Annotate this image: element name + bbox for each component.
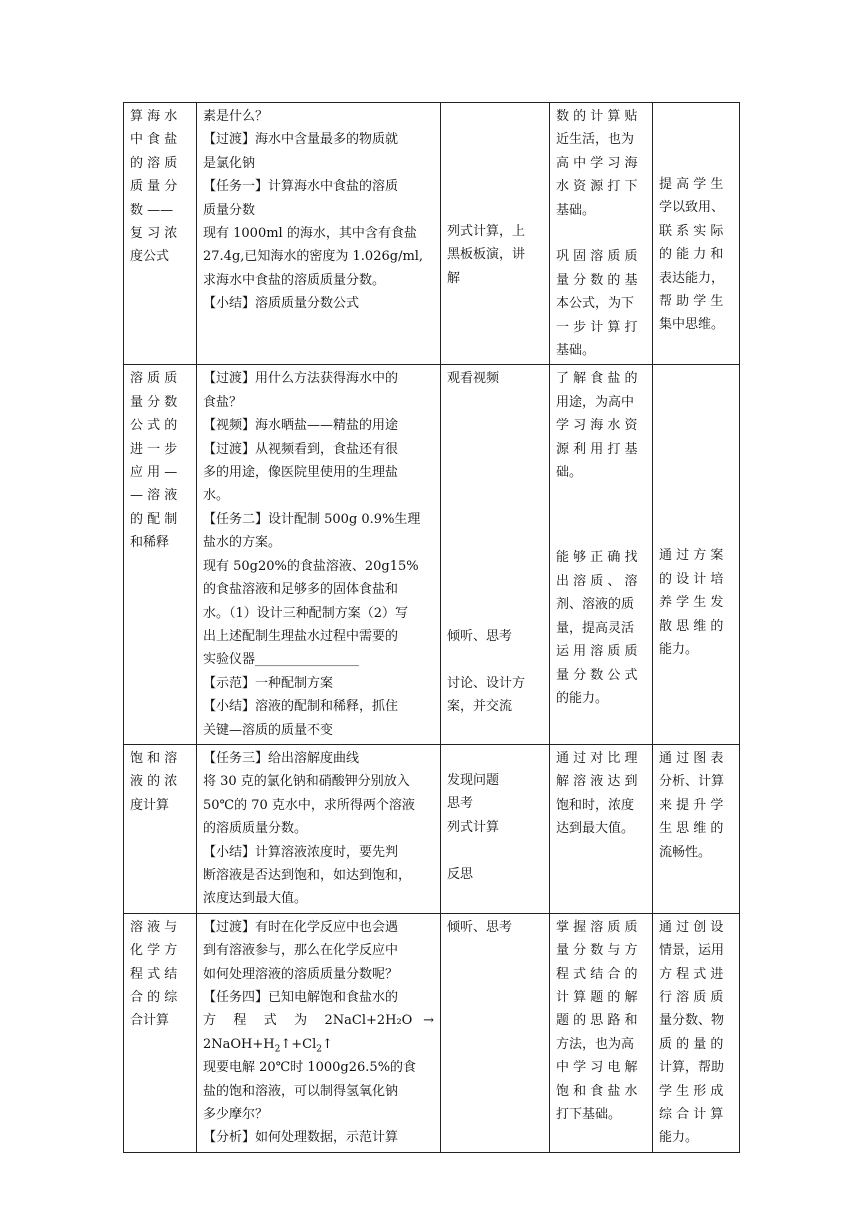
content-line: 关键—溶质的质量不变: [203, 722, 334, 738]
content-line: 【小结】溶质质量分数公式: [203, 296, 360, 312]
content-line: 浓度达到最大值。: [203, 891, 308, 907]
intent-cell: [550, 365, 653, 745]
content-line: 的食盐溶液和足够多的固体食盐和: [203, 582, 399, 598]
content-line: 出上述配制生理盐水过程中需要的: [203, 628, 399, 644]
spacer: [447, 391, 543, 625]
activity-line: 黑板板演，讲: [447, 247, 526, 263]
intent-line: 用途，为高中: [556, 394, 635, 410]
goal-line: 行 溶 质 质: [659, 990, 724, 1006]
content-line: 素是什么？: [203, 109, 269, 124]
goal-line: 分析、计算: [659, 774, 725, 790]
content-cell: [197, 365, 441, 745]
intent-line: 近生活，也为: [556, 132, 635, 148]
goal-cell: [653, 103, 740, 365]
spacer: [447, 648, 543, 671]
activity-line: 反思: [447, 866, 474, 882]
topic-line: 液 的 浓: [130, 774, 178, 790]
goal-cell: [653, 913, 740, 1152]
intent-cell: [550, 103, 653, 365]
intent-line: 量，提高灵活: [556, 620, 635, 636]
content-line: 质量分数: [203, 202, 256, 218]
topic-cell: [124, 744, 197, 913]
equation-line: [203, 1033, 434, 1056]
intent-line: 中 学 习 电 解: [556, 1060, 638, 1076]
table-row: [124, 103, 740, 365]
intent-line: 高 中 学 习 海: [556, 155, 638, 171]
topic-line: 饱 和 溶: [130, 750, 178, 766]
content-line: 【小结】计算溶液浓度时，要先判: [203, 844, 399, 860]
topic-line: 度公式: [130, 249, 170, 265]
intent-line: 通 过 对 比 理: [556, 750, 638, 766]
content-line: 【小结】溶液的配制和稀释，抓住: [203, 699, 399, 715]
content-line: 求海水中食盐的溶质质量分数。: [203, 272, 386, 288]
topic-line: 溶 液 与: [130, 919, 178, 935]
goal-line: 生 思 维 的: [659, 821, 724, 837]
activity-line: 思考: [447, 796, 474, 812]
activity-line: 倾听、思考: [447, 628, 513, 644]
intent-line: 巩 固 溶 质 质: [556, 249, 638, 265]
intent-line: 了 解 食 盐 的: [556, 371, 638, 387]
goal-line: 综 合 计 算: [659, 1107, 724, 1123]
content-line: 【过渡】用什么方法获得海水中的: [203, 371, 399, 387]
topic-line: 复 习 浓: [130, 226, 178, 242]
content-line: 断溶液是否达到饱和，如达到饱和，: [203, 867, 412, 883]
intent-line: 数 的 计 算 贴: [556, 109, 638, 124]
topic-line: — 溶 液: [130, 488, 178, 504]
content-line: 【任务二】设计配制 500g 0.9%生理: [203, 511, 421, 527]
topic-line: 应 用 —: [130, 465, 178, 481]
spacer: [447, 839, 543, 862]
topic-cell: [124, 365, 197, 745]
goal-line: 集中思维。: [659, 317, 725, 333]
goal-cell: [653, 365, 740, 745]
intent-line: 的能力。: [556, 690, 609, 706]
intent-line: 饱 和 食 盐 水: [556, 1083, 638, 1099]
content-cell: [197, 744, 441, 913]
goal-line: 量分数、物: [659, 1013, 725, 1029]
content-line: 到有溶液参与，那么在化学反应中: [203, 943, 399, 959]
intent-line: 基础。: [556, 343, 596, 359]
content-line: 如何处理溶液的溶质质量分数呢？: [203, 966, 399, 982]
goal-line: 养 学 生 发: [659, 595, 724, 611]
topic-line: 合计算: [130, 1013, 170, 1029]
content-line: 现要电解 20℃时 1000g26.5%的食: [203, 1060, 417, 1076]
topic-line: 公 式 的: [130, 418, 178, 434]
table-row: [124, 913, 740, 1152]
content-line: 【任务一】计算海水中食盐的溶质: [203, 179, 399, 195]
topic-cell: [124, 103, 197, 365]
content-line: 水。: [203, 488, 230, 504]
topic-line: 的 配 制: [130, 511, 178, 527]
content-line: 多的用途，像医院里使用的生理盐: [203, 465, 399, 481]
table-row: [124, 744, 740, 913]
intent-line: 一 步 计 算 打: [556, 319, 638, 335]
content-line: 【分析】如何处理数据，示范计算: [203, 1130, 399, 1146]
content-line: 【过渡】海水中含量最多的物质就: [203, 132, 399, 148]
topic-cell: [124, 913, 197, 1152]
intent-line: 饱和时，浓度: [556, 797, 635, 813]
topic-line: 合 的 综: [130, 990, 178, 1006]
content-line: 是氯化钠: [203, 155, 256, 171]
intent-cell: [550, 913, 653, 1152]
content-line: 50℃的 70 克水中，求所得两个溶液: [203, 797, 415, 813]
intent-line: 量 分 数 与 方: [556, 943, 638, 959]
goal-line: 的 能 力 和: [659, 247, 724, 263]
content-line: 水。（1）设计三种配制方案（2）写: [203, 605, 409, 621]
activity-cell: [441, 103, 550, 365]
activity-line: 倾听、思考: [447, 919, 513, 935]
topic-line: 和稀释: [130, 535, 170, 551]
intent-line: 题 的 思 路 和: [556, 1013, 638, 1029]
equation-sub: 2: [274, 1044, 281, 1055]
intent-line: 本公式，为下: [556, 296, 635, 312]
content-line: 多少摩尔？: [203, 1107, 269, 1123]
goal-line: 能力。: [659, 642, 699, 658]
equation-part: ↑+Cl: [280, 1036, 317, 1052]
activity-line: 讨论、设计方: [447, 675, 526, 691]
goal-line: 通 过 方 案: [659, 548, 724, 564]
intent-line: 计 算 题 的 解: [556, 990, 638, 1006]
intent-cell: [550, 744, 653, 913]
intent-line: 解 溶 液 达 到: [556, 774, 638, 790]
activity-cell: [441, 744, 550, 913]
goal-line: 学 生 形 成: [659, 1083, 724, 1099]
goal-line: 学以致用、: [659, 200, 725, 216]
topic-line: 的 溶 质: [130, 155, 178, 171]
intent-line: 剂、溶液的质: [556, 597, 635, 613]
activity-line: 案，并交流: [447, 699, 513, 715]
content-line: 方 程 式 为 2NaCl+2H₂O →: [203, 1013, 434, 1029]
goal-cell: [653, 744, 740, 913]
goal-line: 方 程 式 进: [659, 966, 724, 982]
goal-line: 通 过 创 设: [659, 919, 724, 935]
intent-line: 础。: [556, 465, 583, 481]
goal-line: 提 高 学 生: [659, 177, 724, 192]
equation-sub: 2: [316, 1044, 322, 1055]
spacer: [556, 222, 646, 245]
goal-line: 质 的 量 的: [659, 1036, 724, 1052]
activity-line: 发现问题: [447, 772, 500, 788]
topic-line: 度计算: [130, 797, 170, 813]
spacer: [556, 484, 646, 546]
content-line: 【任务四】已知电解饱和食盐水的: [203, 990, 399, 1006]
activity-line: 观看视频: [447, 371, 500, 387]
goal-line: 能力。: [659, 1130, 699, 1146]
intent-line: 掌 握 溶 质 质: [556, 919, 638, 935]
intent-line: 基础。: [556, 202, 596, 218]
content-line: 盐水的方案。: [203, 535, 282, 551]
topic-line: 化 学 方: [130, 943, 178, 959]
topic-line: 算 海 水: [130, 109, 178, 124]
goal-line: 通 过 图 表: [659, 750, 724, 766]
intent-line: 方法，也为高: [556, 1036, 635, 1052]
topic-line: 进 一 步: [130, 441, 178, 457]
activity-cell: [441, 365, 550, 745]
content-line: 【过渡】有时在化学反应中也会遇: [203, 919, 399, 935]
content-line: 食盐？: [203, 394, 243, 410]
content-line: 盐的饱和溶液，可以制得氢氧化钠: [203, 1083, 399, 1099]
content-line: 将 30 克的氯化钠和硝酸钾分别放入: [203, 774, 410, 790]
goal-line: 表达能力，: [659, 270, 725, 286]
goal-line: 联 系 实 际: [659, 223, 724, 239]
topic-line: 溶 质 质: [130, 371, 178, 387]
content-line: 现有 50g20%的食盐溶液、20g15%: [203, 558, 419, 574]
content-cell: [197, 103, 441, 365]
topic-line: 中 食 盐: [130, 132, 178, 148]
lesson-plan-table: [123, 102, 740, 1153]
activity-line: 列式计算，上: [447, 224, 526, 239]
intent-line: 源 利 用 打 基: [556, 441, 638, 457]
content-line: 实验仪器________________: [203, 652, 360, 668]
intent-line: 程 式 结 合 的: [556, 966, 638, 982]
activity-line: 解: [447, 270, 461, 286]
intent-line: 量 分 数 公 式: [556, 667, 638, 683]
goal-line: 的 设 计 培: [659, 571, 724, 587]
topic-line: 数 ——: [130, 202, 174, 218]
content-line: 27.4g,已知海水的密度为 1.026g/ml,: [203, 249, 424, 265]
goal-line: 帮 助 学 生: [659, 294, 724, 310]
intent-line: 学 习 海 水 资: [556, 418, 638, 434]
content-line: 【过渡】从视频看到，食盐还有很: [203, 441, 399, 457]
content-cell: [197, 913, 441, 1152]
intent-line: 达到最大值。: [556, 821, 635, 837]
activity-cell: [441, 913, 550, 1152]
intent-line: 出 溶 质 、 溶: [556, 573, 638, 589]
equation-part: ↑: [321, 1036, 333, 1052]
content-line: 【示范】一种配制方案: [203, 675, 334, 691]
content-line: 【视频】海水晒盐——精盐的用途: [203, 418, 399, 434]
content-line: 的溶质质量分数。: [203, 821, 308, 837]
intent-line: 打下基础。: [556, 1107, 622, 1123]
goal-line: 来 提 升 学: [659, 797, 724, 813]
equation-part: 2NaOH+H: [203, 1036, 275, 1052]
table-row: [124, 365, 740, 745]
content-line: 【任务三】给出溶解度曲线: [203, 750, 360, 766]
topic-line: 质 量 分: [130, 179, 178, 195]
topic-line: 量 分 数: [130, 394, 178, 410]
goal-line: 散 思 维 的: [659, 618, 724, 634]
topic-line: 程 式 结: [130, 966, 178, 982]
content-line: 现有 1000ml 的海水，其中含有食盐: [203, 226, 417, 242]
activity-line: 列式计算: [447, 819, 500, 835]
goal-line: 情景，运用: [659, 943, 725, 959]
intent-line: 量 分 数 的 基: [556, 272, 638, 288]
goal-line: 流畅性。: [659, 844, 712, 860]
intent-line: 能 够 正 确 找: [556, 550, 638, 566]
intent-line: 运 用 溶 质 质: [556, 644, 638, 660]
goal-line: 计算，帮助: [659, 1060, 725, 1076]
intent-line: 水 资 源 打 下: [556, 179, 638, 195]
